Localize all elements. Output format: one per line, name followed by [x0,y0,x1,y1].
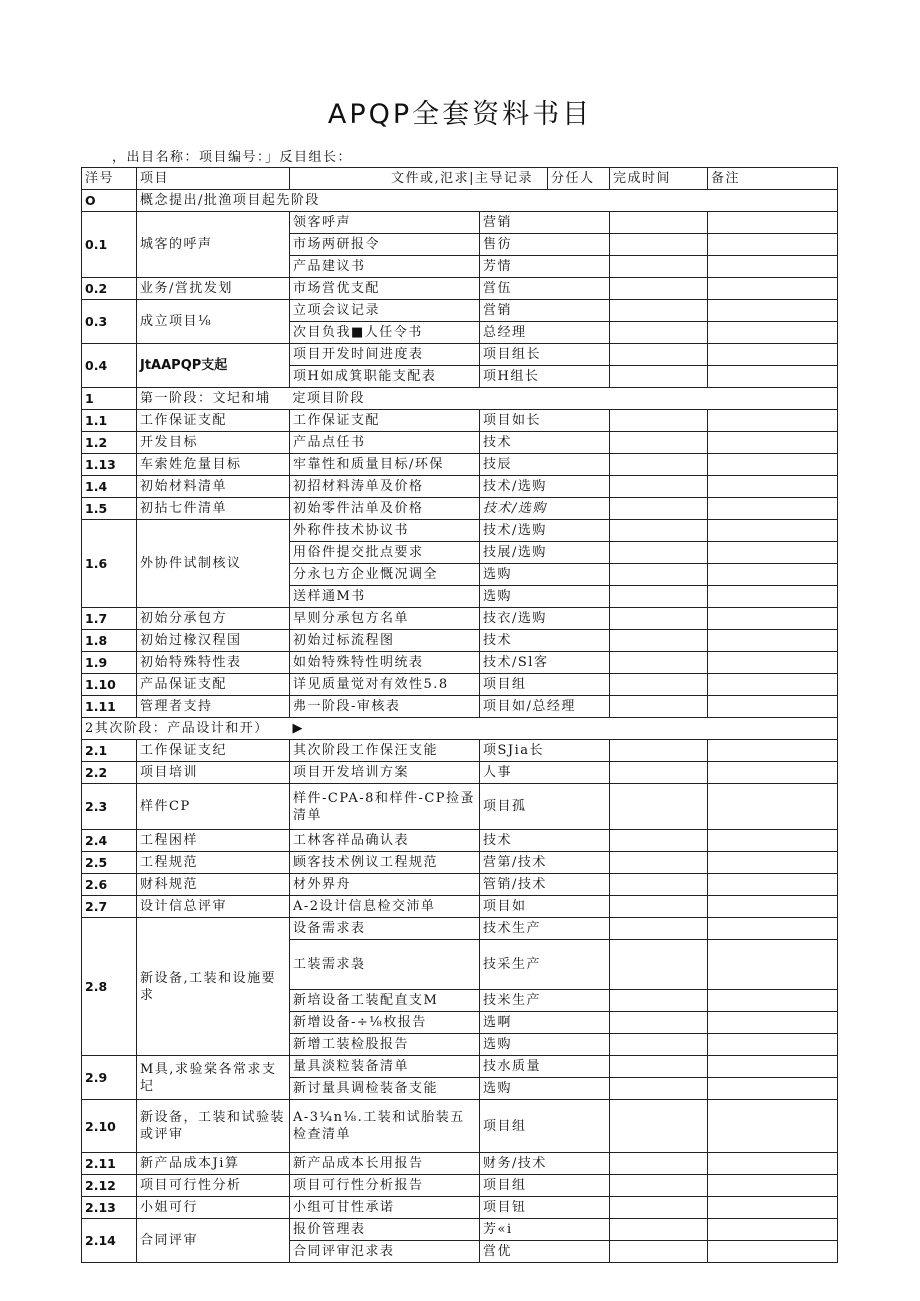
table-row [82,830,838,852]
row-owner: 営伍 [480,278,610,300]
row-item: 合同评审 [137,1219,290,1263]
row-document: 量具淡粒装备清单 [290,1056,480,1078]
row-item: 车索姓危量目标 [137,454,290,476]
row-document: 新增设备-÷⅛枚报告 [290,1012,480,1034]
row-item: M具,求验棠各常求支圮 [137,1056,290,1100]
row-remark [708,896,838,918]
row-due [610,652,708,674]
row-item: 开发目标 [137,432,290,454]
row-remark [708,1197,838,1219]
table-row [82,784,838,830]
row-remark [708,256,838,278]
table-row [82,740,838,762]
row-due [610,990,708,1012]
row-remark [708,1175,838,1197]
table-row [82,212,838,234]
row-owner: 営销 [480,300,610,322]
row-remark [708,1012,838,1034]
row-owner: 技辰 [480,454,610,476]
row-due [610,278,708,300]
section-title: 概念提出/批渔项目起先阶段 [137,190,838,212]
row-document: 初始零件沽单及价格 [290,498,480,520]
row-owner: 技术/选购 [480,498,610,520]
table-header-row [82,168,838,190]
row-owner: 技术 [480,432,610,454]
row-number: 1.5 [82,498,137,520]
row-remark [708,586,838,608]
row-document: 项目开发时间进度表 [290,344,480,366]
row-document: 合同评审氾求表 [290,1241,480,1263]
row-due [610,520,708,542]
row-remark [708,830,838,852]
row-owner: 技术生产 [480,918,610,940]
row-due [610,852,708,874]
row-item: 初始过椽汉程国 [137,630,290,652]
row-item: 产品保证支配 [137,674,290,696]
row-document: 新增工装检股报告 [290,1034,480,1056]
section-number: 1 [82,388,137,410]
row-owner: 技展/选购 [480,542,610,564]
header-doc: 文件或,氾求|主导记录 [290,168,548,190]
row-item: 城客的呼声 [137,212,290,278]
row-item: 新设备,工装和设施要求 [137,918,290,1056]
row-owner: 项目孤 [480,784,610,830]
row-owner: 技术 [480,830,610,852]
row-number: 2.7 [82,896,137,918]
row-remark [708,940,838,990]
row-due [610,586,708,608]
row-item: 初始分承包方 [137,608,290,630]
row-document: 项目可行性分析报告 [290,1175,480,1197]
row-due [610,1197,708,1219]
table-row [82,476,838,498]
row-owner: 技水质量 [480,1056,610,1078]
row-owner: 技术/选购 [480,520,610,542]
row-owner: 芳«i [480,1219,610,1241]
row-owner: 営优 [480,1241,610,1263]
row-remark [708,1100,838,1153]
row-number: 2.8 [82,918,137,1056]
row-due [610,476,708,498]
row-owner: 项目组 [480,674,610,696]
row-number: 2.6 [82,874,137,896]
section-title: 2其次阶段：产品设计和开） [82,718,290,740]
row-document: 其次阶段工作保汪支能 [290,740,480,762]
row-owner: 财务/技术 [480,1153,610,1175]
row-due [610,896,708,918]
row-document: 项目开发培训方案 [290,762,480,784]
row-number: 1.1 [82,410,137,432]
table-row [82,696,838,718]
row-document: 弗一阶段-审核表 [290,696,480,718]
row-number: 1.11 [82,696,137,718]
row-item: 项目培训 [137,762,290,784]
row-due [610,696,708,718]
row-remark [708,1219,838,1241]
row-remark [708,1056,838,1078]
row-document: 外称件技术协议书 [290,520,480,542]
row-owner: 售彷 [480,234,610,256]
row-remark [708,874,838,896]
row-document: 初招材料涛单及价格 [290,476,480,498]
row-due [610,542,708,564]
row-document: 小组可甘性承诺 [290,1197,480,1219]
project-meta-line: ，出目名称：项目编号：」反目组长： [112,150,353,165]
row-document: 立项会议记录 [290,300,480,322]
row-due [610,212,708,234]
row-due [610,1241,708,1263]
header-no: 洋号 [82,168,137,190]
row-remark [708,1241,838,1263]
row-document: A-2设计信息检交沛单 [290,896,480,918]
row-owner: 项目组 [480,1100,610,1153]
row-owner: 项目如长 [480,410,610,432]
row-number: 2.9 [82,1056,137,1100]
row-due [610,784,708,830]
row-number: 0.4 [82,344,137,388]
table-row [82,762,838,784]
row-remark [708,322,838,344]
row-due [610,234,708,256]
row-number: 1.9 [82,652,137,674]
row-number: 2.2 [82,762,137,784]
row-document: 送样通M书 [290,586,480,608]
row-remark [708,852,838,874]
row-remark [708,1034,838,1056]
row-document: 领客呼声 [290,212,480,234]
row-number: 1.6 [82,520,137,608]
row-owner: 选购 [480,564,610,586]
row-owner: 营销 [480,212,610,234]
table-row [82,918,838,940]
row-owner: 选购 [480,1034,610,1056]
row-number: 2.4 [82,830,137,852]
row-owner: 技术/选购 [480,476,610,498]
row-due [610,918,708,940]
row-due [610,454,708,476]
row-item: 初始特殊特性表 [137,652,290,674]
row-document: 市场两研报令 [290,234,480,256]
row-document: 分永乜方企业慨况调全 [290,564,480,586]
row-document: 产品点任书 [290,432,480,454]
row-remark [708,542,838,564]
row-document: 材外界舟 [290,874,480,896]
row-number: 0.3 [82,300,137,344]
row-number: 1.10 [82,674,137,696]
table-row [82,674,838,696]
row-remark [708,762,838,784]
row-remark [708,990,838,1012]
row-item: 样件CP [137,784,290,830]
row-remark [708,366,838,388]
row-remark [708,498,838,520]
row-number: 1.13 [82,454,137,476]
row-item: 财科规范 [137,874,290,896]
row-owner: 技米生产 [480,990,610,1012]
row-owner: 项目组 [480,1175,610,1197]
row-number: 1.2 [82,432,137,454]
row-due [610,1034,708,1056]
row-number: 0.1 [82,212,137,278]
row-owner: 项目如 [480,896,610,918]
row-remark [708,630,838,652]
table-row [82,874,838,896]
row-remark [708,918,838,940]
table-row [82,608,838,630]
row-number: 2.12 [82,1175,137,1197]
row-remark [708,454,838,476]
section-number: O [82,190,137,212]
row-number: 1.7 [82,608,137,630]
row-number: 2.14 [82,1219,137,1263]
row-due [610,762,708,784]
row-due [610,874,708,896]
row-document: 早则分承包方名单 [290,608,480,630]
header-due: 完成时间 [610,168,708,190]
row-document: 详见质量觉对有效性5.8 [290,674,480,696]
row-due [610,256,708,278]
row-number: 2.10 [82,1100,137,1153]
header-remark: 备注 [708,168,838,190]
table-row [82,300,838,322]
row-item: 设计信总评审 [137,896,290,918]
row-document: 工装需求袅 [290,940,480,990]
section-marker: ▶ [290,718,838,740]
row-remark [708,608,838,630]
table-row [82,498,838,520]
page-title: APQP全套资料书目 [327,99,593,130]
row-due [610,366,708,388]
row-due [610,608,708,630]
row-number: 1.8 [82,630,137,652]
row-due [610,410,708,432]
row-number: 0.2 [82,278,137,300]
row-document: 用俗件提交批点要求 [290,542,480,564]
row-item: 管理者支持 [137,696,290,718]
row-item: JtAAPQP支起 [137,344,290,388]
row-remark [708,432,838,454]
row-number: 2.5 [82,852,137,874]
row-owner: 项目钮 [480,1197,610,1219]
row-item: 新设备，工装和试验装或评审 [137,1100,290,1153]
row-item: 初始材料清单 [137,476,290,498]
table-row [82,410,838,432]
row-remark [708,674,838,696]
row-item: 成立项目⅛ [137,300,290,344]
row-remark [708,344,838,366]
header-owner: 分任人 [548,168,610,190]
row-document: 报价管理表 [290,1219,480,1241]
row-due [610,1100,708,1153]
table-row [82,432,838,454]
row-owner: 选购 [480,586,610,608]
table-row [82,1100,838,1153]
table-row [82,278,838,300]
row-document: 市场営优支配 [290,278,480,300]
row-document: 新培设备工装配直支M [290,990,480,1012]
row-document: 如始特殊特性明统表 [290,652,480,674]
row-remark [708,212,838,234]
section-row [82,388,838,410]
table-row [82,852,838,874]
row-item: 小姐可行 [137,1197,290,1219]
row-owner: 选啊 [480,1012,610,1034]
row-owner: 总经理 [480,322,610,344]
row-document: 次目负我■人任令书 [290,322,480,344]
row-due [610,1078,708,1100]
row-owner: 项目组长 [480,344,610,366]
row-owner: 项目如/总经理 [480,696,610,718]
row-document: 项H如成箕职能支配表 [290,366,480,388]
apqp-document-table [81,167,838,1263]
row-remark [708,234,838,256]
table-row [82,344,838,366]
row-item: 工作保证支配 [137,410,290,432]
row-document: 新讨量具调检装备支能 [290,1078,480,1100]
row-remark [708,278,838,300]
row-owner: 技衣/选购 [480,608,610,630]
table-row [82,1153,838,1175]
row-number: 1.4 [82,476,137,498]
row-owner: 管销/技术 [480,874,610,896]
row-remark [708,300,838,322]
row-item: 初拈七件清单 [137,498,290,520]
row-item: 外协件试制核议 [137,520,290,608]
row-item: 业务/営扰发划 [137,278,290,300]
row-item: 工程困样 [137,830,290,852]
table-row [82,630,838,652]
row-item: 项目可行性分析 [137,1175,290,1197]
row-remark [708,784,838,830]
row-owner: 项H组长 [480,366,610,388]
row-item: 工作保证支纪 [137,740,290,762]
row-number: 2.1 [82,740,137,762]
row-due [610,564,708,586]
row-due [610,300,708,322]
table-row [82,1056,838,1078]
row-remark [708,564,838,586]
row-document: 样件-CPA-8和样件-CP捡蚤清单 [290,784,480,830]
table-row [82,454,838,476]
header-item: 项目 [137,168,290,190]
row-document: 牢靠性和质量目标/环保 [290,454,480,476]
row-owner: 芳情 [480,256,610,278]
row-owner: 技术 [480,630,610,652]
row-document: 产品建议书 [290,256,480,278]
row-due [610,940,708,990]
section-row [82,718,838,740]
row-document: 新产品成本长用报告 [290,1153,480,1175]
row-owner: 营第/技术 [480,852,610,874]
row-due [610,432,708,454]
section-row [82,190,838,212]
table-row [82,652,838,674]
table-row [82,1197,838,1219]
section-title-continued: 定项目阶段 [290,388,838,410]
row-due [610,830,708,852]
row-number: 2.13 [82,1197,137,1219]
row-remark [708,1153,838,1175]
row-owner: 人事 [480,762,610,784]
row-due [610,740,708,762]
row-owner: 技术/Sl客 [480,652,610,674]
row-remark [708,740,838,762]
row-document: 工作保证支配 [290,410,480,432]
row-remark [708,652,838,674]
row-item: 新产品成本Ji算 [137,1153,290,1175]
row-remark [708,696,838,718]
row-number: 2.3 [82,784,137,830]
row-document: 顾客技术例议工程规范 [290,852,480,874]
section-title: 第一阶段：文圮和埔 [137,388,290,410]
row-due [610,1175,708,1197]
row-document: 初始过标流程图 [290,630,480,652]
row-owner: 技采生产 [480,940,610,990]
table-row [82,896,838,918]
row-owner: 项SJia长 [480,740,610,762]
row-due [610,1153,708,1175]
row-owner: 选购 [480,1078,610,1100]
row-due [610,630,708,652]
table-row [82,520,838,542]
row-number: 2.11 [82,1153,137,1175]
row-due [610,498,708,520]
row-due [610,1012,708,1034]
row-due [610,1219,708,1241]
row-document: A-3¼n⅛.工装和试胎装五检查清单 [290,1100,480,1153]
row-document: 设备需求表 [290,918,480,940]
row-due [610,322,708,344]
row-remark [708,1078,838,1100]
table-row [82,1175,838,1197]
row-due [610,674,708,696]
row-item: 工程规范 [137,852,290,874]
table-row [82,1219,838,1241]
row-due [610,1056,708,1078]
row-remark [708,476,838,498]
row-remark [708,520,838,542]
row-document: 工林客祥品确认表 [290,830,480,852]
row-due [610,344,708,366]
row-remark [708,410,838,432]
